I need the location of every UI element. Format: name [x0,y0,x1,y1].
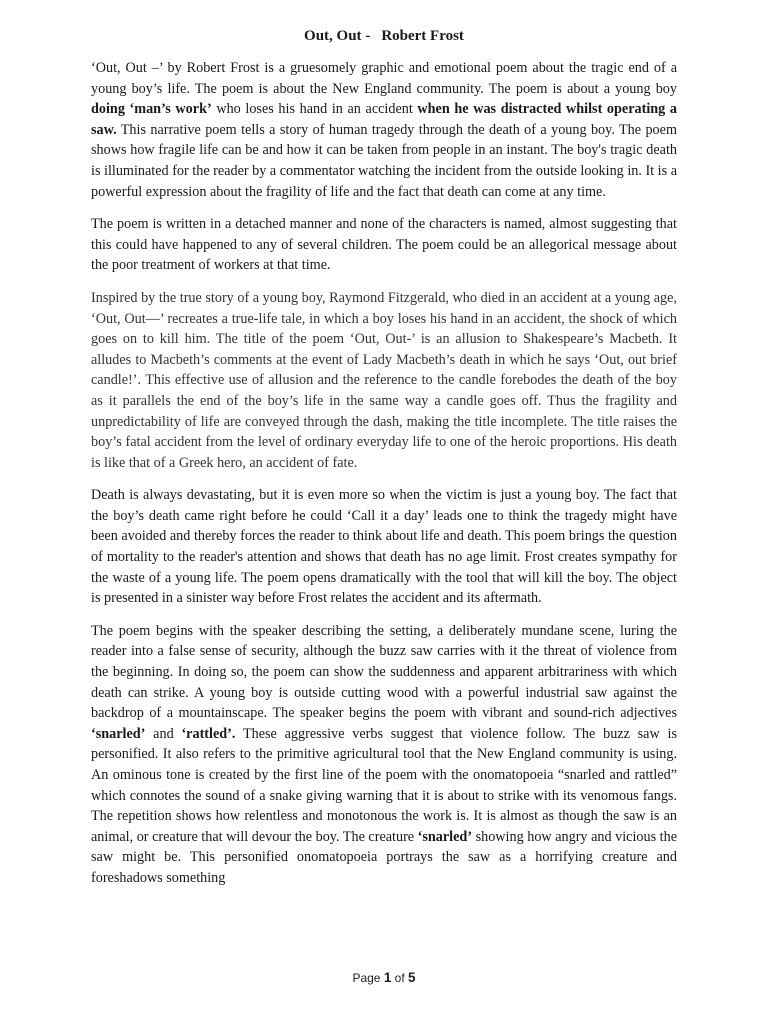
poem-title: Out, Out - [304,28,371,44]
bold-phrase: ‘rattled’. [181,725,236,742]
paragraph-2: The poem is written in a detached manner and none of the characters is named, almost suggesting that this could have happened to any of several children. The poem could be an allegorical message about the poor treatment of workers at that time. [91,216,677,274]
bold-phrase: ‘snarled’ [91,725,146,742]
paragraph-5: The poem begins with the speaker describing the setting, a deliberately mundane scene, luring the reader into a false sense of security, although the buzz saw carries with it the threat of violence from the beginning. In doing so, the poem can show the suddenness and apparent arbitrariness with which death can strike. A young boy is outside cutting wood with a powerful industrial saw against the backdrop of a mountainscape. The speaker begins the poem with vibrant and sound-rich adjectives ‘snarled’ and ‘rattled’. These aggressive verbs suggest that violence follow. The buzz saw is personified. It also refers to the primitive agricultural tool that the New England community is using. An ominous tone is created by the first line of the poem with the onomatopoeia “snarled and rattled” which connotes the sound of a snake giving warning that it is about to strike with its venomous fangs. The repetition shows how relentless and monotonous the work is. It is almost as though the saw is an animal, or creature that will devour the boy. The creature ‘snarled’ showing how angry and vicious the saw might be. This personified onomatopoeia portrays the saw as a horrifying creature and foreshadows something [91,622,677,886]
bold-phrase: when he was distracted whilst operating a saw. [91,101,677,138]
paragraph-3: Inspired by the true story of a young boy, Raymond Fitzgerald, who died in an accident at a young age, ‘Out, Out—’ recreates a true-life tale, in which a boy loses his hand in an accident, the shock of which goes on to kill him. The title of the poem ‘Out, Out-’ is an allusion to Shakespeare’s Macbeth. It alludes to Macbeth’s comments at the event of Lady Macbeth’s death in which he says ‘Out, out brief candle!’. This effective use of allusion and the reference to the candle forebodes the death of the boy as it parallels the end of the boy’s life in the same way a candle goes off. Thus the fragility and unpredictability of life are conveyed through the dash, making the title incomplete. The title raises the boy’s fatal accident from the level of ordinary everyday life to one of the heroic proportions. His death is like that of a Greek hero, an accident of fate. [91,289,677,471]
of-label: of [394,971,405,985]
bold-phrase: doing ‘man’s work’ [91,101,212,118]
document-title [91,26,677,46]
paragraph-1: ‘Out, Out –’ by Robert Frost is a gruesomely graphic and emotional poem about the tragic end of a young boy’s life. The poem is about the New England community. The poem is about a young boy doing ‘man’s work’ who loses his hand in an accident when he was distracted whilst operating a saw. This narrative poem tells a story of human tragedy through the death of a young boy. The poem shows how fragile life can be and how it can be taken from people in an instant. The boy's tragic death is illuminated for the reader by a commentator watching the incident from the outside looking in. It is a powerful expression about the fragility of life and the fact that death can come at any time. [91,60,677,200]
document-page [91,26,677,901]
paragraph-4: Death is always devastating, but it is even more so when the victim is just a young boy. The fact that the boy’s death came right before he could ‘Call it a day’ leads one to think the tragedy might have been avoided and thereby forces the reader to think about life and death. This poem brings the question of mortality to the reader's attention and shows that death has no age limit. Frost creates sympathy for the waste of a young life. The poem opens dramatically with the tool that will kill the boy. The object is presented in a sinister way before Frost relates the accident and its aftermath. [91,487,677,607]
page-total: 5 [408,970,416,985]
page-label: Page [352,971,381,985]
poem-author: Robert Frost [381,28,464,44]
bold-phrase: ‘snarled’ [417,828,473,845]
page-footer [0,970,768,985]
page-number: 1 [383,970,392,985]
